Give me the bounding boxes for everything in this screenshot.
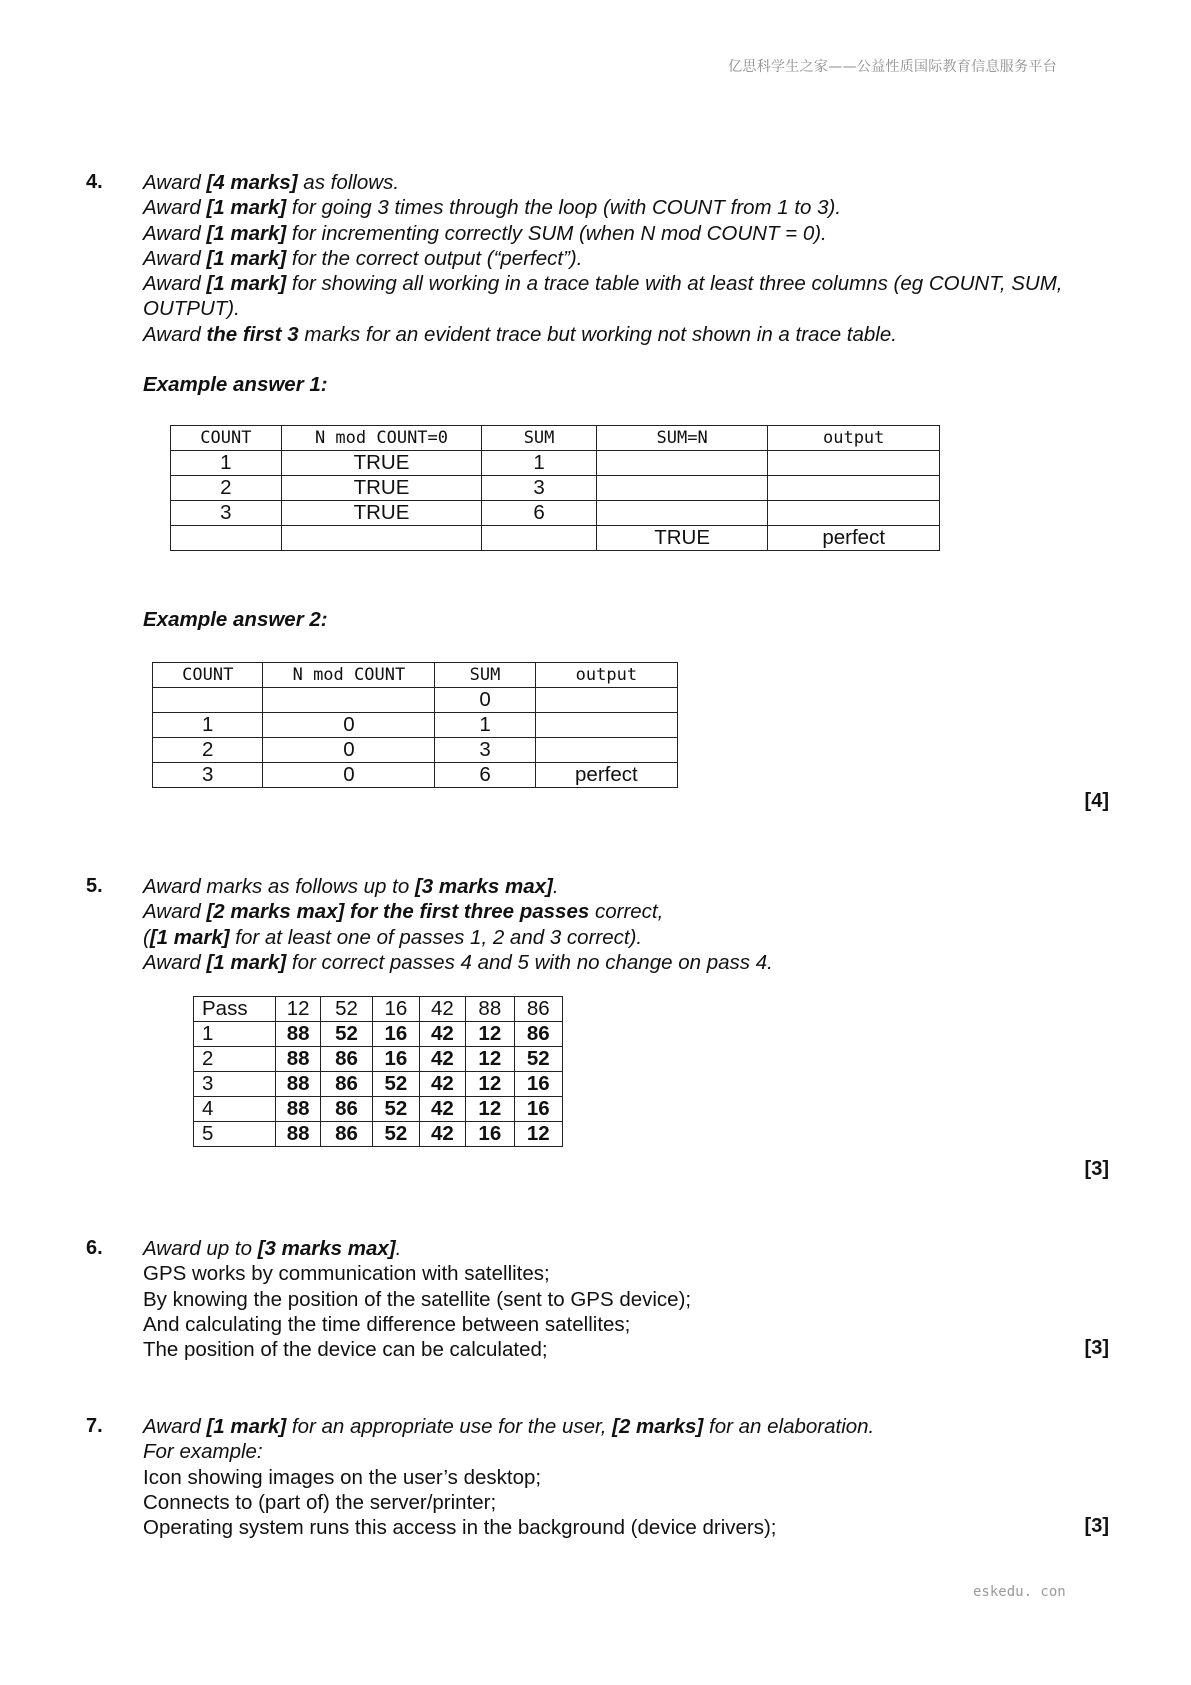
table-cell: 2 xyxy=(153,738,263,763)
column-header: 52 xyxy=(320,997,372,1022)
table-cell: 16 xyxy=(373,1047,419,1072)
example-2-heading xyxy=(143,607,1093,632)
table-cell: 42 xyxy=(419,1097,465,1122)
column-header: 86 xyxy=(514,997,562,1022)
column-header: 12 xyxy=(276,997,321,1022)
column-header: 16 xyxy=(373,997,419,1022)
table-row xyxy=(153,763,678,788)
table-cell xyxy=(768,451,940,476)
text: for an elaboration. xyxy=(703,1415,875,1438)
table-row xyxy=(194,1022,563,1047)
table-row xyxy=(171,451,940,476)
question-7-markscheme xyxy=(143,1414,1093,1540)
table-cell: 86 xyxy=(320,1122,372,1147)
example-2-title: Example answer 2: xyxy=(143,608,328,631)
table-cell: 42 xyxy=(419,1022,465,1047)
table-header-row xyxy=(153,663,678,688)
table-cell: 2 xyxy=(194,1047,276,1072)
column-header: 88 xyxy=(466,997,514,1022)
table-cell: 86 xyxy=(320,1047,372,1072)
table-cell: 16 xyxy=(373,1022,419,1047)
marks-emphasis: [2 marks] xyxy=(612,1415,704,1438)
question-6-markscheme xyxy=(143,1236,1093,1362)
example-1-title: Example answer 1: xyxy=(143,373,328,397)
table-cell: 86 xyxy=(514,1022,562,1047)
trace-table-1 xyxy=(170,425,940,551)
column-header: Pass xyxy=(194,997,276,1022)
marks-emphasis: [1 mark] xyxy=(206,1415,287,1438)
text: for incrementing correctly SUM (when N mod COUNT = 0). xyxy=(286,221,827,245)
text: . xyxy=(395,1237,402,1260)
table-cell: 1 xyxy=(482,451,597,476)
table-cell: 52 xyxy=(320,1022,372,1047)
marks-emphasis: the first 3 xyxy=(206,322,299,346)
table-cell: 0 xyxy=(263,713,435,738)
table-row xyxy=(194,1047,563,1072)
table-cell xyxy=(482,526,597,551)
table-cell: TRUE xyxy=(596,526,768,551)
text: Award xyxy=(143,1415,207,1438)
table-cell: 42 xyxy=(419,1047,465,1072)
table-cell: 12 xyxy=(466,1047,514,1072)
table-cell: 12 xyxy=(466,1097,514,1122)
text: . xyxy=(552,875,559,898)
table-header-row xyxy=(194,997,563,1022)
table-cell: 42 xyxy=(419,1122,465,1147)
table-cell xyxy=(596,451,768,476)
text: Award xyxy=(143,196,207,220)
bubble-sort-table xyxy=(193,996,563,1147)
text: marks for an evident trace but working not shown in a trace table. xyxy=(298,322,897,346)
text: for at least one of passes 1, 2 and 3 correct). xyxy=(229,925,643,949)
question-number: 7. xyxy=(86,1415,103,1437)
marks-emphasis: [1 mark] xyxy=(206,221,287,245)
table-cell xyxy=(535,738,677,763)
column-header: N mod COUNT=0 xyxy=(281,426,481,451)
table-header-row xyxy=(171,426,940,451)
text: Award xyxy=(143,272,207,296)
table-row xyxy=(171,526,940,551)
marks-total: [3] xyxy=(1084,1337,1109,1359)
table-cell: perfect xyxy=(535,763,677,788)
marks-emphasis: [1 mark] xyxy=(206,272,287,296)
table-row xyxy=(153,738,678,763)
marks-emphasis: [1 mark] xyxy=(206,196,287,220)
table-cell: 88 xyxy=(276,1122,321,1147)
column-header: COUNT xyxy=(171,426,282,451)
table-cell xyxy=(535,688,677,713)
question-5-markscheme xyxy=(143,874,1093,975)
table-row xyxy=(194,1122,563,1147)
table-cell: 86 xyxy=(320,1097,372,1122)
marks-total: [3] xyxy=(1084,1158,1109,1180)
table-row xyxy=(194,1072,563,1097)
table-cell xyxy=(596,476,768,501)
table-cell xyxy=(768,501,940,526)
answer-line: GPS works by communication with satellites; xyxy=(143,1262,550,1286)
marks-emphasis: [1 mark] xyxy=(206,246,287,270)
answer-line: The position of the device can be calculated; xyxy=(143,1338,548,1362)
table-cell: TRUE xyxy=(281,476,481,501)
table-cell: 3 xyxy=(153,763,263,788)
table-cell: 3 xyxy=(194,1072,276,1097)
trace-table-2 xyxy=(152,662,678,788)
text: Award xyxy=(143,171,207,194)
table-cell: 12 xyxy=(466,1022,514,1047)
table-cell xyxy=(535,713,677,738)
table-cell: 12 xyxy=(466,1072,514,1097)
column-header: output xyxy=(768,426,940,451)
text: Award xyxy=(143,950,207,974)
footer-site: eskedu. con xyxy=(973,1584,1066,1600)
table-cell: 88 xyxy=(276,1022,321,1047)
table-cell xyxy=(263,688,435,713)
table-cell: 0 xyxy=(263,738,435,763)
column-header: SUM xyxy=(435,663,535,688)
question-number: 5. xyxy=(86,875,103,897)
table-cell: 12 xyxy=(514,1122,562,1147)
table-cell: 52 xyxy=(373,1122,419,1147)
table-cell: 4 xyxy=(194,1097,276,1122)
table-cell: 16 xyxy=(466,1122,514,1147)
table-cell: 88 xyxy=(276,1047,321,1072)
table-cell: 5 xyxy=(194,1122,276,1147)
marks-total: [4] xyxy=(1084,790,1109,812)
column-header: output xyxy=(535,663,677,688)
table-cell: 86 xyxy=(320,1072,372,1097)
table-cell: 42 xyxy=(419,1072,465,1097)
question-number: 6. xyxy=(86,1237,103,1259)
table-cell: 3 xyxy=(435,738,535,763)
table-cell: 52 xyxy=(373,1097,419,1122)
table-row xyxy=(153,688,678,713)
text: for an appropriate use for the user, xyxy=(286,1415,613,1438)
marks-emphasis: [3 marks max] xyxy=(414,875,553,898)
table-cell xyxy=(596,501,768,526)
table-cell: 1 xyxy=(153,713,263,738)
example-label: For example: xyxy=(143,1440,263,1464)
table-cell: 52 xyxy=(373,1072,419,1097)
table-row xyxy=(153,713,678,738)
table-cell: 1 xyxy=(171,451,282,476)
marks-emphasis: [3 marks max] xyxy=(257,1237,396,1260)
table-cell xyxy=(171,526,282,551)
table-row xyxy=(171,476,940,501)
marks-emphasis: [1 mark] xyxy=(206,950,287,974)
column-header: SUM xyxy=(482,426,597,451)
table-cell xyxy=(281,526,481,551)
table-cell: 0 xyxy=(435,688,535,713)
answer-line: Operating system runs this access in the background (device drivers); xyxy=(143,1516,777,1540)
column-header: COUNT xyxy=(153,663,263,688)
text: ( xyxy=(143,925,150,949)
marks-emphasis: [2 marks max] for the first three passes xyxy=(206,900,590,924)
table-cell: 52 xyxy=(514,1047,562,1072)
table-cell: 6 xyxy=(435,763,535,788)
text: Award xyxy=(143,900,207,924)
answer-line: Icon showing images on the user’s desktop; xyxy=(143,1465,542,1489)
text: Award marks as follows up to xyxy=(143,875,415,898)
text: Award xyxy=(143,322,207,346)
text: Award xyxy=(143,221,207,245)
text: correct, xyxy=(589,900,664,924)
table-cell: 88 xyxy=(276,1072,321,1097)
table-cell xyxy=(768,476,940,501)
table-cell: 3 xyxy=(482,476,597,501)
answer-line: And calculating the time difference between satellites; xyxy=(143,1312,631,1336)
text: as follows. xyxy=(297,171,400,194)
table-row xyxy=(171,501,940,526)
text: Award up to xyxy=(143,1237,258,1260)
column-header: N mod COUNT xyxy=(263,663,435,688)
text: for correct passes 4 and 5 with no change on pass 4. xyxy=(286,950,773,974)
answer-line: By knowing the position of the satellite (sent to GPS device); xyxy=(143,1287,692,1311)
table-cell: 88 xyxy=(276,1097,321,1122)
table-cell: 3 xyxy=(171,501,282,526)
text: for showing all working in a trace table with at least three columns (eg COUNT, SUM, OUTPUT). xyxy=(143,272,1063,321)
text: Award xyxy=(143,246,207,270)
table-cell: 1 xyxy=(435,713,535,738)
question-4-markscheme xyxy=(143,170,1093,397)
question-number: 4. xyxy=(86,171,103,193)
table-cell: 16 xyxy=(514,1097,562,1122)
column-header: 42 xyxy=(419,997,465,1022)
table-cell xyxy=(153,688,263,713)
column-header: SUM=N xyxy=(596,426,768,451)
table-cell: perfect xyxy=(768,526,940,551)
table-row xyxy=(194,1097,563,1122)
text: for the correct output (“perfect”). xyxy=(286,246,583,270)
table-cell: 0 xyxy=(263,763,435,788)
marks-total: [3] xyxy=(1084,1515,1109,1537)
table-cell: TRUE xyxy=(281,451,481,476)
table-cell: 1 xyxy=(194,1022,276,1047)
table-cell: TRUE xyxy=(281,501,481,526)
table-cell: 6 xyxy=(482,501,597,526)
table-cell: 2 xyxy=(171,476,282,501)
table-cell: 16 xyxy=(514,1072,562,1097)
text: for going 3 times through the loop (with COUNT from 1 to 3). xyxy=(286,196,842,220)
answer-line: Connects to (part of) the server/printer; xyxy=(143,1490,497,1514)
header-watermark: 亿思科学生之家——公益性质国际教育信息服务平台 xyxy=(728,59,1057,75)
marks-emphasis: [1 mark] xyxy=(149,925,230,949)
marks-emphasis: [4 marks] xyxy=(206,171,298,194)
